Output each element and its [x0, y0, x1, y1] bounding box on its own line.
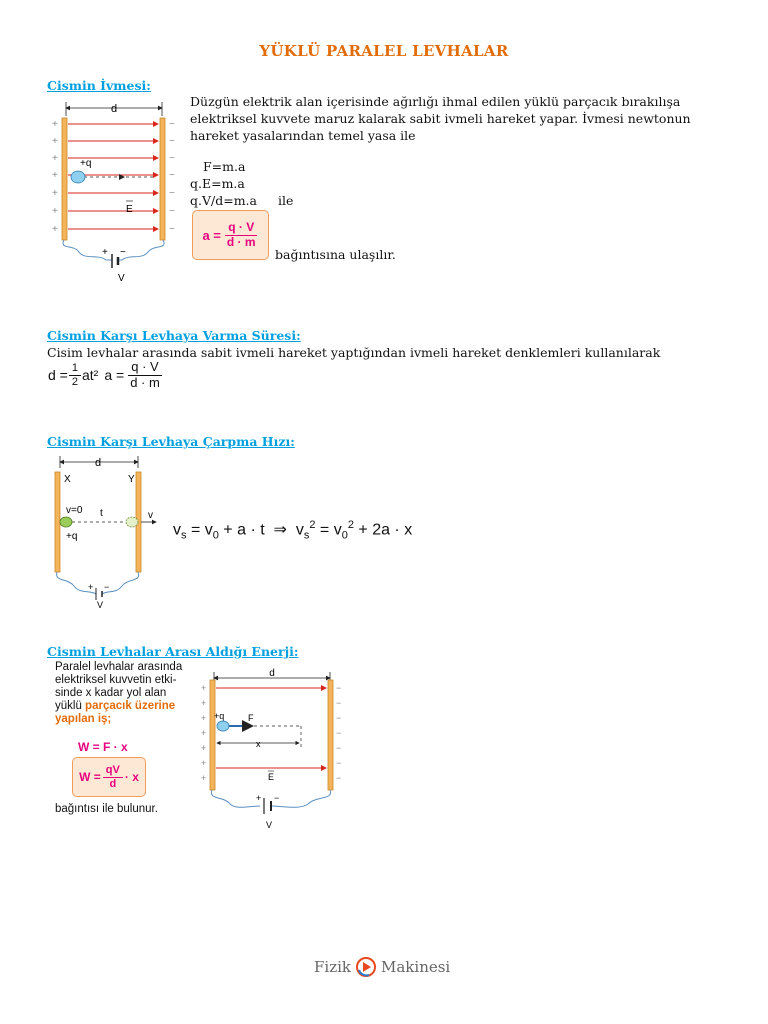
svg-text:−: − — [169, 188, 175, 199]
svg-text:+: + — [201, 758, 207, 768]
svg-text:+: + — [52, 119, 58, 130]
svg-text:+: + — [102, 247, 108, 258]
s1-formula-box: a = $\frac{q \cdot V}{d \cdot m}$ — [192, 210, 269, 260]
svg-text:−: − — [169, 170, 175, 181]
svg-text:−: − — [120, 247, 126, 258]
svg-text:F: F — [248, 713, 254, 723]
diagram-v-label: V — [118, 273, 125, 284]
svg-text:+: + — [201, 773, 207, 783]
section-heading-ivme: Cismin İvmesi: — [47, 78, 151, 93]
svg-text:V: V — [266, 820, 273, 830]
svg-text:+: + — [52, 153, 58, 164]
svg-text:+q: +q — [66, 531, 78, 542]
s4-paragraph: Paralel levhalar arasında elektriksel kuvvetin etki- sinde x kadar yol alan yüklü parçacık üzerine yapılan iş; — [55, 661, 183, 725]
svg-text:v: v — [148, 510, 153, 521]
svg-text:V: V — [97, 600, 104, 610]
svg-text:−: − — [336, 698, 342, 708]
svg-text:−: − — [169, 206, 175, 217]
s2-formula: d = $\frac{1}{2}$ at² a = $\frac{q \cdot V}{d \cdot m}$ — [48, 359, 160, 390]
svg-text:−: − — [169, 119, 175, 130]
s2-paragraph: Cisim levhalar arasında sabit ivmeli hareket yaptığından ivmeli hareket denklemleri kullanılarak — [47, 345, 661, 360]
diagram-e-label: E — [126, 204, 133, 215]
svg-text:+: + — [52, 188, 58, 199]
svg-text:−: − — [336, 683, 342, 693]
svg-text:+: + — [201, 743, 207, 753]
svg-text:−: − — [336, 758, 342, 768]
svg-text:+q: +q — [214, 711, 225, 721]
svg-text:v=0: v=0 — [66, 505, 83, 516]
svg-text:+: + — [201, 683, 207, 693]
plates-diagram-2 — [40, 454, 175, 614]
page-title: YÜKLÜ PARALEL LEVHALAR — [259, 42, 509, 60]
svg-text:−: − — [336, 743, 342, 753]
svg-text:d: d — [269, 668, 275, 679]
svg-text:−: − — [169, 224, 175, 235]
svg-text:+: + — [52, 136, 58, 147]
svg-text:+: + — [88, 582, 94, 592]
plates-diagram-3 — [196, 664, 356, 832]
svg-text:+: + — [256, 793, 262, 803]
section-heading-sure: Cismin Karşı Levhaya Varma Süresi: — [47, 328, 301, 343]
diagram-q-label: +q — [80, 158, 92, 169]
footer-brand — [314, 956, 450, 978]
svg-text:−: − — [169, 136, 175, 147]
footer-right-text: Makinesi — [381, 958, 451, 976]
svg-text:x: x — [256, 739, 261, 749]
svg-text:Y: Y — [128, 474, 135, 485]
svg-text:t: t — [100, 508, 103, 519]
s4-tail: bağıntısı ile bulunur. — [55, 803, 158, 815]
plates-diagram-1 — [44, 94, 184, 284]
s1-eq3: q.V/d=m.a — [190, 193, 257, 208]
svg-text:+: + — [52, 170, 58, 181]
s3-velocity-formula: $v_s = v_0 + a \cdot t$ ⇒ $v_s^2 = v_0^2 + 2a \cdot x$ — [173, 519, 413, 542]
svg-text:−: − — [336, 713, 342, 723]
s4-eq1: W = F · x — [78, 740, 128, 754]
svg-text:+: + — [52, 206, 58, 217]
svg-text:−: − — [104, 582, 110, 592]
svg-text:E: E — [268, 772, 275, 782]
svg-text:d: d — [94, 457, 102, 469]
s1-eq2: q.E=m.a — [190, 176, 245, 191]
s1-paragraph: Düzgün elektrik alan içerisinde ağırlığı ihmal edilen yüklü parçacık bırakılışa elektriksel kuvvete maruz kalarak sabit ivmeli hareket yapar. İvmesi newtonun hareket yasalarından temel yasa ile — [190, 94, 691, 143]
svg-text:−: − — [336, 773, 342, 783]
svg-text:+: + — [201, 728, 207, 738]
s1-tail: bağıntısına ulaşılır. — [275, 247, 396, 262]
svg-text:+: + — [201, 713, 207, 723]
svg-text:−: − — [169, 153, 175, 164]
s1-eq1: F=m.a — [203, 159, 246, 174]
section-heading-hiz: Cismin Karşı Levhaya Çarpma Hızı: — [47, 434, 295, 449]
diagram-d-label: d — [110, 103, 118, 115]
svg-text:+: + — [201, 698, 207, 708]
s4-formula-box: W = $\frac{qV}{d}$ · x — [72, 757, 146, 797]
s1-eq3-ile: ile — [278, 193, 294, 208]
svg-text:X: X — [64, 474, 71, 485]
svg-text:−: − — [336, 728, 342, 738]
play-logo-icon — [355, 956, 377, 978]
section-heading-enerji: Cismin Levhalar Arası Aldığı Enerji: — [47, 644, 299, 659]
footer-left-text: Fizik — [314, 958, 351, 976]
svg-text:−: − — [274, 793, 280, 803]
svg-text:+: + — [52, 224, 58, 235]
